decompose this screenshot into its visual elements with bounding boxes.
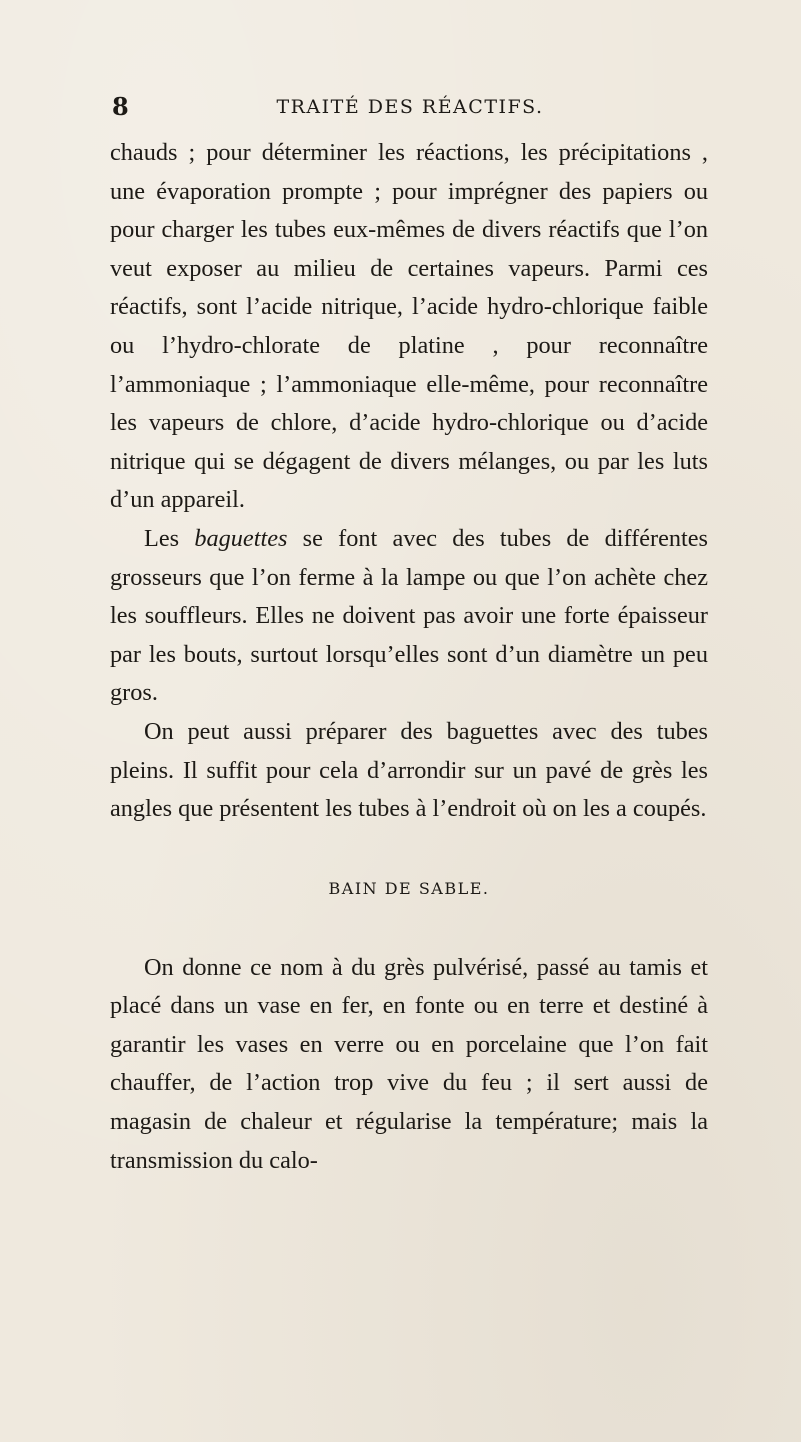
paragraph-baguettes bbox=[110, 520, 708, 713]
paragraph-lead: Les bbox=[144, 524, 195, 552]
body-text bbox=[110, 134, 708, 1180]
running-title: TRAITÉ DES RÉACTIFS. bbox=[276, 96, 544, 118]
page-number: 8 bbox=[112, 92, 129, 121]
paragraph-tubes-pleins: On peut aussi préparer des baguettes avec des tubes pleins. Il suffit pour cela d’arrondir sur un pavé de grès les angles que présentent les tubes à l’endroit où on les a coupés. bbox=[110, 717, 708, 823]
paragraph-continuation: chauds ; pour déterminer les réactions, les précipitations , une évaporation prompte ; pour imprégner des papiers ou pour charger les tubes eux-mêmes de divers réactifs que l’on veut exposer au milieu de certaines vapeurs. Parmi ces réactifs, sont l’acide nitrique, l’acide hydro-chlorique faible ou l’hydro-chlorate de platine , pour reconnaître l’ammoniaque ; l’ammoniaque elle-même, pour reconnaître les vapeurs de chlore, d’acide hydro-chlorique ou d’acide nitrique qui se dégagent de divers mélanges, ou par les luts d’un appareil. bbox=[110, 139, 708, 514]
page-header bbox=[112, 92, 708, 124]
paragraph-rest: se font avec des tubes de différentes grosseurs que l’on ferme à la lampe ou que l’on achète chez les souffleurs. Elles ne doivent pas avoir une forte épaisseur par les bouts, surtout lorsqu’elles sont d’un diamètre un peu gros. bbox=[110, 524, 709, 707]
italic-term: baguettes bbox=[194, 524, 288, 552]
paragraph-bain-de-sable: On donne ce nom à du grès pulvérisé, passé au tamis et placé dans un vase en fer, en fonte ou en terre et destiné à garantir les vases en verre ou en porcelaine que l’on fait chauffer, de l’action trop vive du feu ; il sert aussi de magasin de chaleur et régularise la température; mais la transmission du calo- bbox=[110, 953, 708, 1174]
section-heading: BAIN DE SABLE. bbox=[328, 878, 490, 898]
